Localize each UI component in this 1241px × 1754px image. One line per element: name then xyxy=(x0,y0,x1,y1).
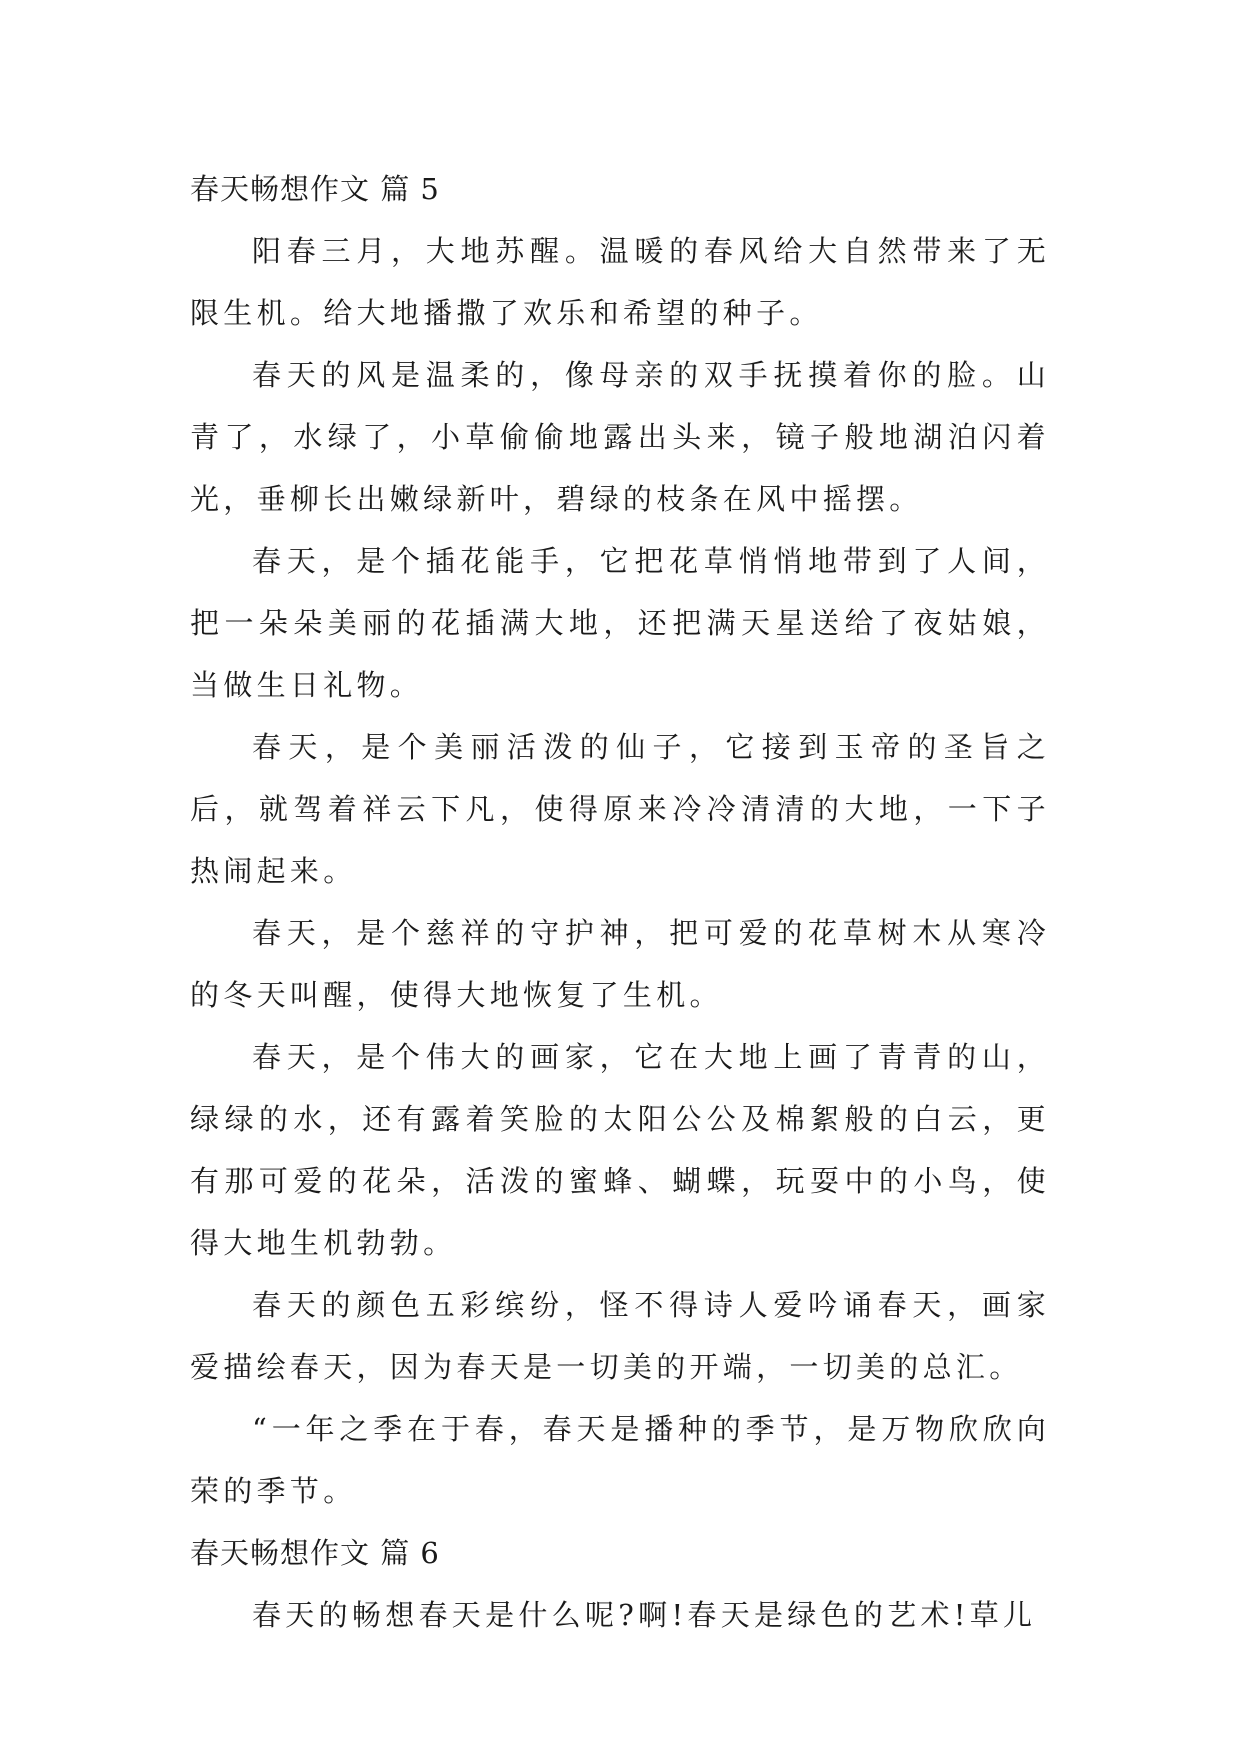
paragraph: 春天的颜色五彩缤纷，怪不得诗人爱吟诵春天，画家爱描绘春天，因为春天是一切美的开端，一切美的总汇。 xyxy=(190,1288,1050,1384)
section-heading: 春天畅想作文 篇 6 xyxy=(190,1536,440,1570)
section-heading: 春天畅想作文 篇 5 xyxy=(190,172,440,206)
paragraph: 春天，是个伟大的画家，它在大地上画了青青的山，绿绿的水，还有露着笑脸的太阳公公及棉絮般的白云，更有那可爱的花朵，活泼的蜜蜂、蝴蝶，玩耍中的小鸟，使得大地生机勃勃。 xyxy=(190,1040,1050,1260)
paragraph: 春天，是个美丽活泼的仙子，它接到玉帝的圣旨之后，就驾着祥云下凡，使得原来冷冷清清的大地，一下子热闹起来。 xyxy=(190,730,1050,888)
paragraph: 阳春三月，大地苏醒。温暖的春风给大自然带来了无限生机。给大地播撒了欢乐和希望的种子。 xyxy=(190,234,1050,330)
paragraph: 春天，是个慈祥的守护神，把可爱的花草树木从寒冷的冬天叫醒，使得大地恢复了生机。 xyxy=(190,916,1050,1012)
paragraph: 春天，是个插花能手，它把花草悄悄地带到了人间，把一朵朵美丽的花插满大地，还把满天星送给了夜姑娘，当做生日礼物。 xyxy=(190,544,1050,702)
paragraph: 春天的畅想春天是什么呢?啊!春天是绿色的艺术!草儿 xyxy=(252,1598,1037,1632)
paragraph: “一年之季在于春，春天是播种的季节，是万物欣欣向荣的季节。 xyxy=(190,1412,1050,1508)
paragraph: 春天的风是温柔的，像母亲的双手抚摸着你的脸。山青了，水绿了，小草偷偷地露出头来，镜子般地湖泊闪着光，垂柳长出嫩绿新叶，碧绿的枝条在风中摇摆。 xyxy=(190,358,1050,516)
document-body xyxy=(190,158,1050,1646)
